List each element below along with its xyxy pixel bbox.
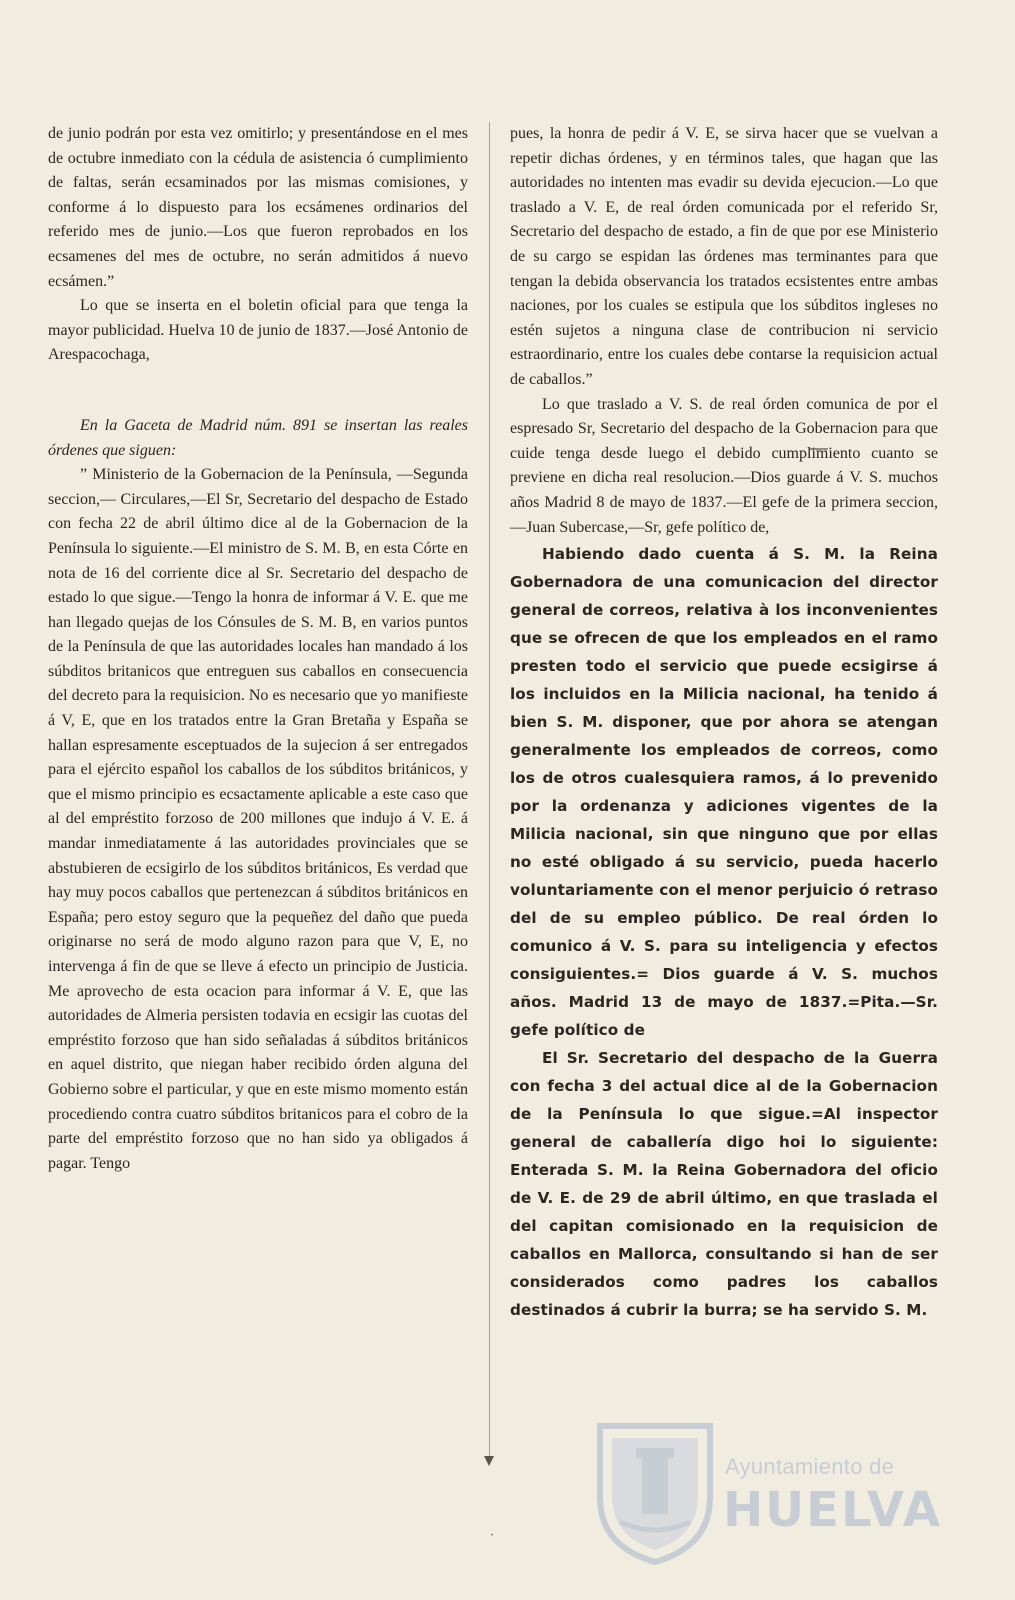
coat-of-arms-icon	[590, 1418, 720, 1566]
column-divider	[489, 122, 490, 1462]
right-para-guerra-order: El Sr. Secretario del despacho de la Guerra con fecha 3 del actual dice al de la Gobernacion de la Península lo que sigue.=Al inspector general de caballería digo hoi lo siguiente: Enterada S. M. la Reina Gobernadora del oficio de V. E. de 29 de abril último, en que traslada el del capitan comisionado en la requisicion de caballos en Mallorca, consultando si han de ser considerados como padres los caballos destinados á cubrir la burra; se ha servido S. M.	[510, 1049, 938, 1320]
left-para-publication-note: Lo que se inserta en el boletin oficial para que tenga la mayor publicidad. Huelva 10 de junio de 1837.—José Antonio de Arespacochaga,	[48, 297, 468, 364]
left-para-ministerio: ” Ministerio de la Gobernacion de la Península, —Segunda seccion,— Circulares,—El Sr, Secretario del despacho de Estado con fecha 22 de abril último dice al de la Gobernacion de la Península lo siguiente.—El ministro de S. M. B, en esta Córte en nota de 16 del corriente dice al Sr. Secretario del despacho de estado lo que sigue.—Tengo la honra de informar á V. E. que me han llegado quejas de los Cónsules de S. M. B, en varios puntos de la Península de que las autoridades locales han mandado á los súbditos britanicos que entreguen sus caballos en consecuencia del decreto para la requisicion. No es necesario que yo manifieste á V, E, que en los tratados entre la Gran Bretaña y España se hallan espresamente esceptuados de la sujecion á ser entregados para el ejército español los caballos de los súbditos británicos, y que el mismo principio es ecsactamente aplicable a este caso que al del empréstito forzoso de 200 millones que indujo á V. E. á mandar inmediatamente á las autoridades provinciales que se abstubieren de ecsigirlo de los súbditos británicos, Es verdad que hay muy pocos caballos que pertenezcan á súbditos británicos en España; pero estoy seguro que la pequeñez del daño que pueda originarse no será de modo alguno razon para que V, E, no intervenga á fin de que se lleve á efecto un principio de Justicia. Me aprovecho de esta ocacion para informar á V. E, que las autoridades de Almeria persisten todavia en ecsigir las cuotas del empréstito forzoso que han sido señaladas á súbditos británicos en aquel distrito, que niegan haber recibido órden alguna del Gobierno sobre el particular, y que en este mismo momento están procediendo contra cuatro súbditos britanicos para el cobro de la parte del empréstito forzoso que no han sido ya obligados á pagar. Tengo	[48, 466, 468, 1172]
divider-arrow-mark	[484, 1456, 494, 1466]
watermark-line2: HUELVA	[723, 1482, 942, 1538]
watermark	[590, 1418, 942, 1568]
watermark-line1: Ayuntamiento de	[725, 1454, 895, 1479]
ornament-mark	[810, 448, 828, 456]
right-para-continuation: pues, la honra de pedir á V. E, se sirva hacer que se vuelvan a repetir dichas órdenes, y en términos tales, que hagan que las autoridades no intenten mas evadir su devida ejecucion.—Lo que traslado a V. E, de real órden comunicada por el referido Sr, Secretario del despacho de estado, a fin de que por ese Ministerio de su cargo se espidan las órdenes mas terminantes para que tengan la debida observancia los tratados ecsistentes entre ambas naciones, por los cuales se estipula que los súbditos ingleses no estén sujetos a ninguna clase de contribucion ni servicio estraordinario, entre los cuales debe contarse la requisicion actual de caballos.”	[510, 125, 938, 388]
right-column	[510, 122, 938, 1324]
page-number: ·	[490, 1528, 495, 1543]
left-para-gaceta-lead: En la Gaceta de Madrid núm. 891 se insertan las reales órdenes que siguen:	[48, 416, 468, 459]
left-column	[48, 122, 468, 1176]
right-para-correos-order: Habiendo dado cuenta á S. M. la Reina Gobernadora de una comunicacion del director general de correos, relativa à los inconvenientes que se ofrecen de que los empleados en el ramo presten todo el servicio que puede ecsigirse á los incluidos en la Milicia nacional, ha tenido á bien S. M. disponer, que por ahora se atengan generalmente los empleados de correos, como los de otros cualesquiera ramos, á lo prevenido por la ordenanza y adiciones vigentes de la Milicia nacional, sin que ninguno que por ellas no esté obligado á su servicio, pueda hacerlo voluntariamente con el menor perjuicio ó retraso del de su empleo público. De real órden lo comunico á V. S. para su inteligencia y efectos consiguientes.= Dios guarde á V. S. muchos años. Madrid 13 de mayo de 1837.=Pita.—Sr. gefe político de	[510, 545, 938, 1040]
left-para-continuation: de junio podrán por esta vez omitirlo; y presentándose en el mes de octubre inmediato con la cédula de asistencia ó cumplimiento de faltas, serán ecsaminados por las mismas comisiones, y conforme á lo dispuesto para los ecsámenes ordinarios del referido mes de junio.—Los que fueron reprobados en los ecsamenes del mes de octubre, no serán admitidos á nuevo ecsámen.”	[48, 125, 468, 290]
right-para-traslado: Lo que traslado a V. S. de real órden comunica de por el espresado Sr, Secretario del despacho de la Gobernacion para que cuide tenga desde luego el debido cumplimiento cuanto se previene en dicha real resolucion.—Dios guarde á V. S. muchos años Madrid 8 de mayo de 1837.—El gefe de la primera seccion,—Juan Subercase,—Sr, gefe político de,	[510, 395, 938, 536]
